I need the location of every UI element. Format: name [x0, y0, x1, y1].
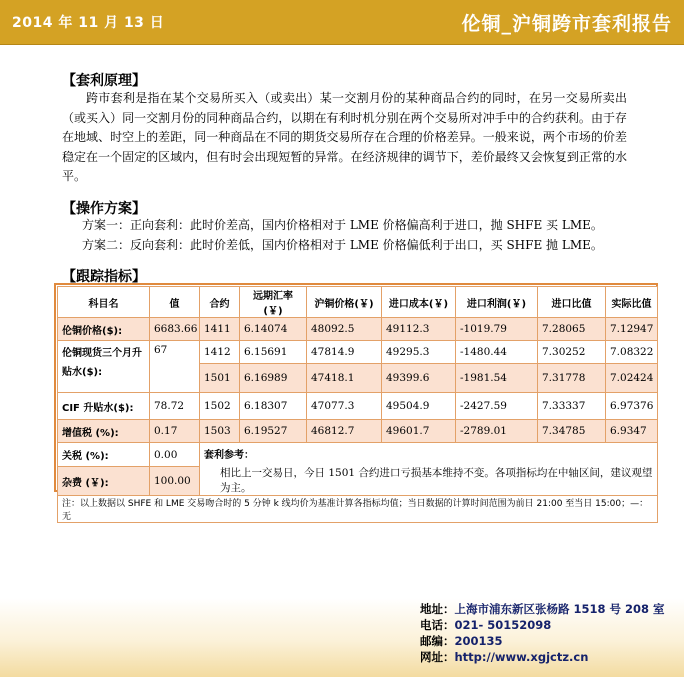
row-sh-price: 48092.5: [307, 318, 382, 341]
tariff-label: 关税 (%):: [58, 443, 150, 467]
zip-label: 邮编：: [420, 634, 455, 648]
tariff-value: 0.00: [150, 443, 200, 467]
zip-value: 200135: [454, 634, 503, 648]
table-row: [58, 341, 658, 364]
row-value: 67: [150, 341, 200, 393]
row-value: 6683.66: [150, 318, 200, 341]
row-import-profit: -1981.54: [456, 364, 538, 393]
header-contract: 合约: [200, 287, 240, 318]
header-import-ratio: 进口比值: [538, 287, 606, 318]
contact-block: [420, 601, 665, 665]
row-contract: 1503: [200, 420, 240, 443]
row-import-profit: -1480.44: [456, 341, 538, 364]
phone-value: 021- 50152098: [454, 618, 552, 632]
address-value: 上海市浦东新区张杨路 1518 号 208 室: [454, 602, 665, 616]
row-rate: 6.14074: [240, 318, 307, 341]
address-line: [420, 601, 665, 617]
header-import-profit: 进口利润(￥): [456, 287, 538, 318]
table-row: [58, 318, 658, 341]
row-import-profit: -2789.01: [456, 420, 538, 443]
table-row: [58, 496, 658, 523]
arbitrage-reference: [200, 443, 658, 496]
row-import-ratio: 7.33337: [538, 393, 606, 420]
row-contract: 1411: [200, 318, 240, 341]
row-import-cost: 49399.6: [382, 364, 456, 393]
row-rate: 6.15691: [240, 341, 307, 364]
header-import-cost: 进口成本(￥): [382, 287, 456, 318]
row-rate: 6.18307: [240, 393, 307, 420]
address-label: 地址：: [420, 602, 455, 616]
row-value: 0.17: [150, 420, 200, 443]
header-actual-ratio: 实际比值: [606, 287, 658, 318]
row-contract: 1502: [200, 393, 240, 420]
plan-two: 方案二：反向套利：此时价差低，国内价格相对于 LME 价格偏低利于出口，买 SHFE 抛 LME。: [82, 238, 603, 252]
header-sh-price: 沪铜价格(￥): [307, 287, 382, 318]
row-label: 增值税 (%):: [58, 420, 150, 443]
row-import-cost: 49112.3: [382, 318, 456, 341]
row-label: 伦铜现货三个月升贴水($):: [58, 341, 150, 393]
report-title: 伦铜_沪铜跨市套利报告: [461, 13, 672, 35]
row-import-cost: 49295.3: [382, 341, 456, 364]
url-label: 网址：: [420, 650, 455, 664]
report-header: [0, 0, 684, 45]
tracking-table: [57, 286, 658, 523]
row-contract: 1501: [200, 364, 240, 393]
phone-line: [420, 617, 665, 633]
plans-heading: 【操作方案】: [62, 201, 146, 217]
fee-label: 杂费 (￥):: [58, 467, 150, 496]
table-row: [58, 443, 658, 467]
row-import-cost: 49504.9: [382, 393, 456, 420]
row-import-ratio: 7.30252: [538, 341, 606, 364]
row-actual-ratio: 7.12947: [606, 318, 658, 341]
row-import-profit: -2427.59: [456, 393, 538, 420]
zip-line: [420, 633, 665, 649]
row-sh-price: 46812.7: [307, 420, 382, 443]
row-sh-price: 47418.1: [307, 364, 382, 393]
table-note: 注：以上数据以 SHFE 和 LME 交易吻合时的 5 分钟 k 线均价为基准计算各指标均值；当日数据的计算时间范围为前日 21:00 至当日 15:00；—：无: [58, 496, 658, 523]
principle-heading: 【套利原理】: [62, 73, 146, 89]
phone-label: 电话：: [420, 618, 455, 632]
table-header-row: [58, 287, 658, 318]
table-row: [58, 393, 658, 420]
row-label: 伦铜价格($):: [58, 318, 150, 341]
table-row: [58, 420, 658, 443]
row-import-cost: 49601.7: [382, 420, 456, 443]
header-forward-rate: 远期汇率(￥): [240, 287, 307, 318]
report-date: 2014 年 11 月 13 日: [12, 15, 165, 31]
row-import-ratio: 7.31778: [538, 364, 606, 393]
tracking-heading: 【跟踪指标】: [62, 269, 146, 285]
row-import-ratio: 7.28065: [538, 318, 606, 341]
header-subject: 科目名: [58, 287, 150, 318]
principle-text: 跨市套利是指在某个交易所买入（或卖出）某一交割月份的某种商品合约的同时，在另一交易所卖出（或买入）同一交割月份的同种商品合约，以期在有利时机分别在两个交易所对冲手中的合约获利。由于存在地域、时空上的差距，同一种商品在不同的期货交易所存在合理的价格差异。一般来说，两个市场的价差稳定在一个固定的区域内，但有时会出现短暂的异常。在经济规律的调节下，差价最终又会恢复到正常的水平。: [62, 91, 627, 183]
row-actual-ratio: 7.02424: [606, 364, 658, 393]
header-value: 值: [150, 287, 200, 318]
arbitrage-text: 相比上一交易日，今日 1501 合约进口亏损基本维持不变。各项指标均在中轴区间，建议观望为主。: [220, 467, 653, 494]
row-actual-ratio: 7.08322: [606, 341, 658, 364]
row-rate: 6.19527: [240, 420, 307, 443]
fee-value: 100.00: [150, 467, 200, 496]
url-line: [420, 649, 665, 665]
arbitrage-title: 套利参考：: [204, 450, 254, 461]
row-label: CIF 升贴水($):: [58, 393, 150, 420]
row-value: 78.72: [150, 393, 200, 420]
row-import-ratio: 7.34785: [538, 420, 606, 443]
website-link[interactable]: http://www.xgjctz.cn: [454, 650, 589, 664]
row-rate: 6.16989: [240, 364, 307, 393]
row-actual-ratio: 6.97376: [606, 393, 658, 420]
plan-one: 方案一：正向套利：此时价差高，国内价格相对于 LME 价格偏高利于进口，抛 SHFE 买 LME。: [82, 218, 603, 232]
row-sh-price: 47814.9: [307, 341, 382, 364]
row-actual-ratio: 6.9347: [606, 420, 658, 443]
row-import-profit: -1019.79: [456, 318, 538, 341]
row-contract: 1412: [200, 341, 240, 364]
row-sh-price: 47077.3: [307, 393, 382, 420]
